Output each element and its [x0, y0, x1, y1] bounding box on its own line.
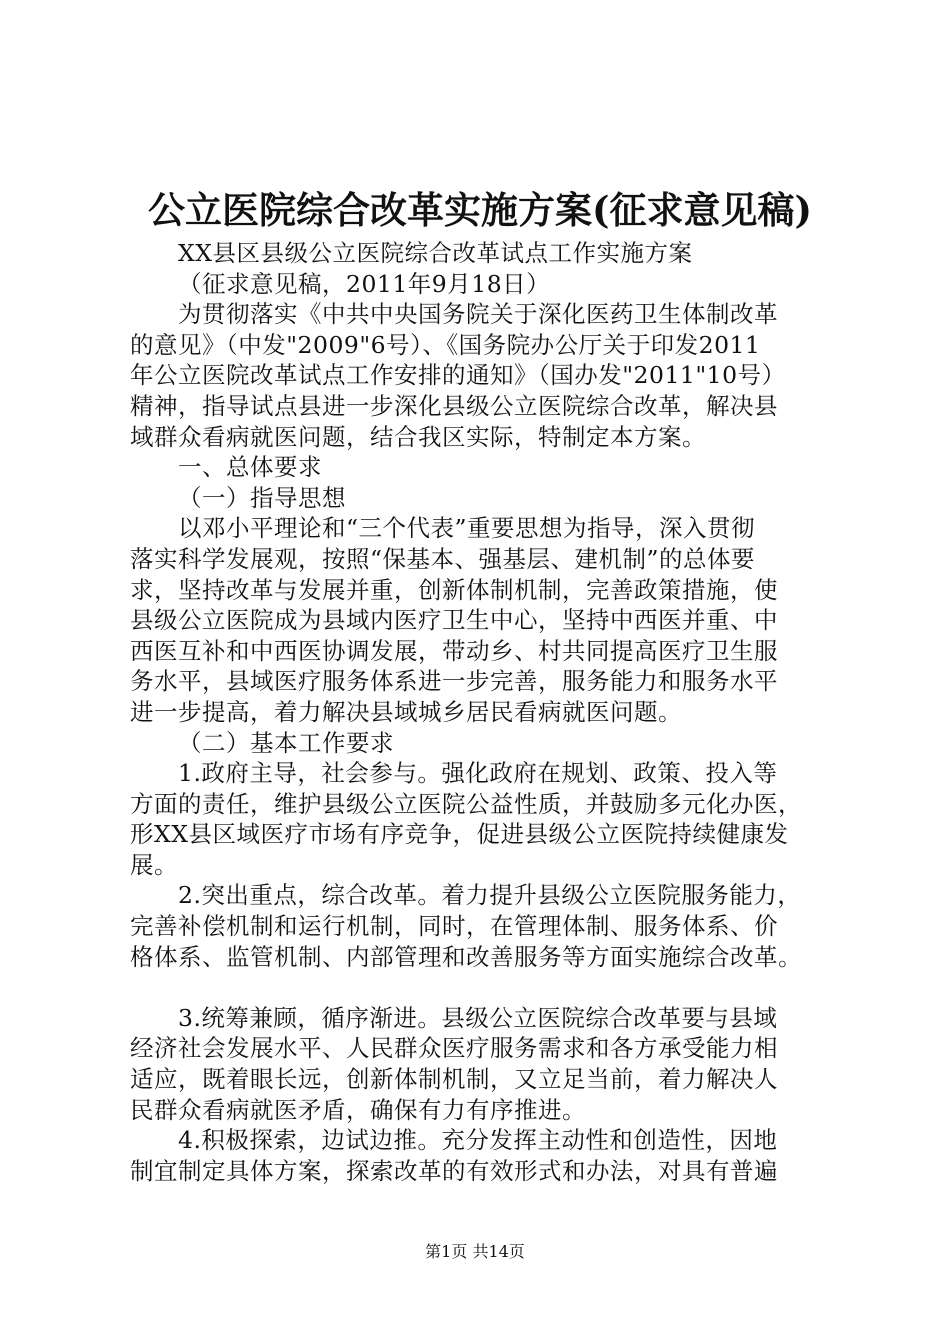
document-title: 公立医院综合改革实施方案(征求意见稿) [147, 188, 812, 232]
paragraph-line: 域群众看病就医问题，结合我区实际，特制定本方案。 [130, 422, 706, 451]
paragraph-line: 民群众看病就医矛盾，确保有力有序推进。 [130, 1095, 586, 1124]
paragraph-line: 完善补偿机制和运行机制，同时，在管理体制、服务体系、价 [130, 912, 778, 941]
paragraph-line: 精神，指导试点县进一步深化县级公立医院综合改革，解决县 [130, 391, 778, 420]
paragraph-line: 年公立医院改革试点工作安排的通知》（国办发"2011"10号） [130, 361, 786, 390]
paragraph-line: 制宜制定具体方案，探索改革的有效形式和办法，对具有普遍 [130, 1156, 778, 1185]
paragraph-line: XX县区县级公立医院综合改革试点工作实施方案 [178, 239, 693, 267]
paragraph-line: 务水平，县域医疗服务体系进一步完善，服务能力和服务水平 [130, 667, 778, 696]
paragraph-line: 2.突出重点，综合改革。着力提升县级公立医院服务能力， [178, 881, 802, 910]
paragraph-line: 为贯彻落实《中共中央国务院关于深化医药卫生体制改革 [178, 300, 778, 329]
paragraph-line: 的意见》（中发"2009"6号）、《国务院办公厅关于印发2011 [130, 330, 761, 359]
paragraph-line: 以邓小平理论和“三个代表”重要思想为指导，深入贯彻 [178, 514, 756, 543]
paragraph-line: 1.政府主导，社会参与。强化政府在规划、政策、投入等 [178, 759, 778, 788]
paragraph-line: 进一步提高，着力解决县域城乡居民看病就医问题。 [130, 697, 682, 726]
blank-line [130, 972, 835, 1003]
paragraph-line: （二）基本工作要求 [178, 728, 394, 757]
paragraph-line: 4.积极探索，边试边推。充分发挥主动性和创造性，因地 [178, 1126, 778, 1155]
paragraph-line: 3.统筹兼顾，循序渐进。县级公立医院综合改革要与县域 [178, 1003, 778, 1032]
paragraph-line: 县级公立医院成为县域内医疗卫生中心，坚持中西医并重、中 [130, 606, 778, 635]
paragraph-line: 落实科学发展观，按照“保基本、强基层、建机制”的总体要 [130, 544, 756, 573]
paragraph-line: 一、总体要求 [178, 453, 322, 482]
document-body [130, 238, 835, 1186]
page-footer: 第1页 共14页 [425, 1242, 525, 1261]
paragraph-line: （一）指导思想 [178, 483, 346, 512]
paragraph-line: 经济社会发展水平、人民群众医疗服务需求和各方承受能力相 [130, 1034, 778, 1063]
paragraph-line: （征求意见稿，2011年9月18日） [178, 269, 551, 298]
paragraph-line: 求，坚持改革与发展并重，创新体制机制，完善政策措施，使 [130, 575, 778, 604]
paragraph-line: 格体系、监管机制、内部管理和改善服务等方面实施综合改革。 [130, 942, 802, 971]
paragraph-line: 形XX县区域医疗市场有序竞争，促进县级公立医院持续健康发 [130, 820, 789, 849]
paragraph-line: 展。 [130, 850, 178, 879]
paragraph-line: 适应，既着眼长远，创新体制机制，又立足当前，着力解决人 [130, 1065, 778, 1094]
paragraph-line: 西医互补和中西医协调发展，带动乡、村共同提高医疗卫生服 [130, 636, 778, 665]
paragraph-line: 方面的责任，维护县级公立医院公益性质，并鼓励多元化办医， [130, 789, 802, 818]
